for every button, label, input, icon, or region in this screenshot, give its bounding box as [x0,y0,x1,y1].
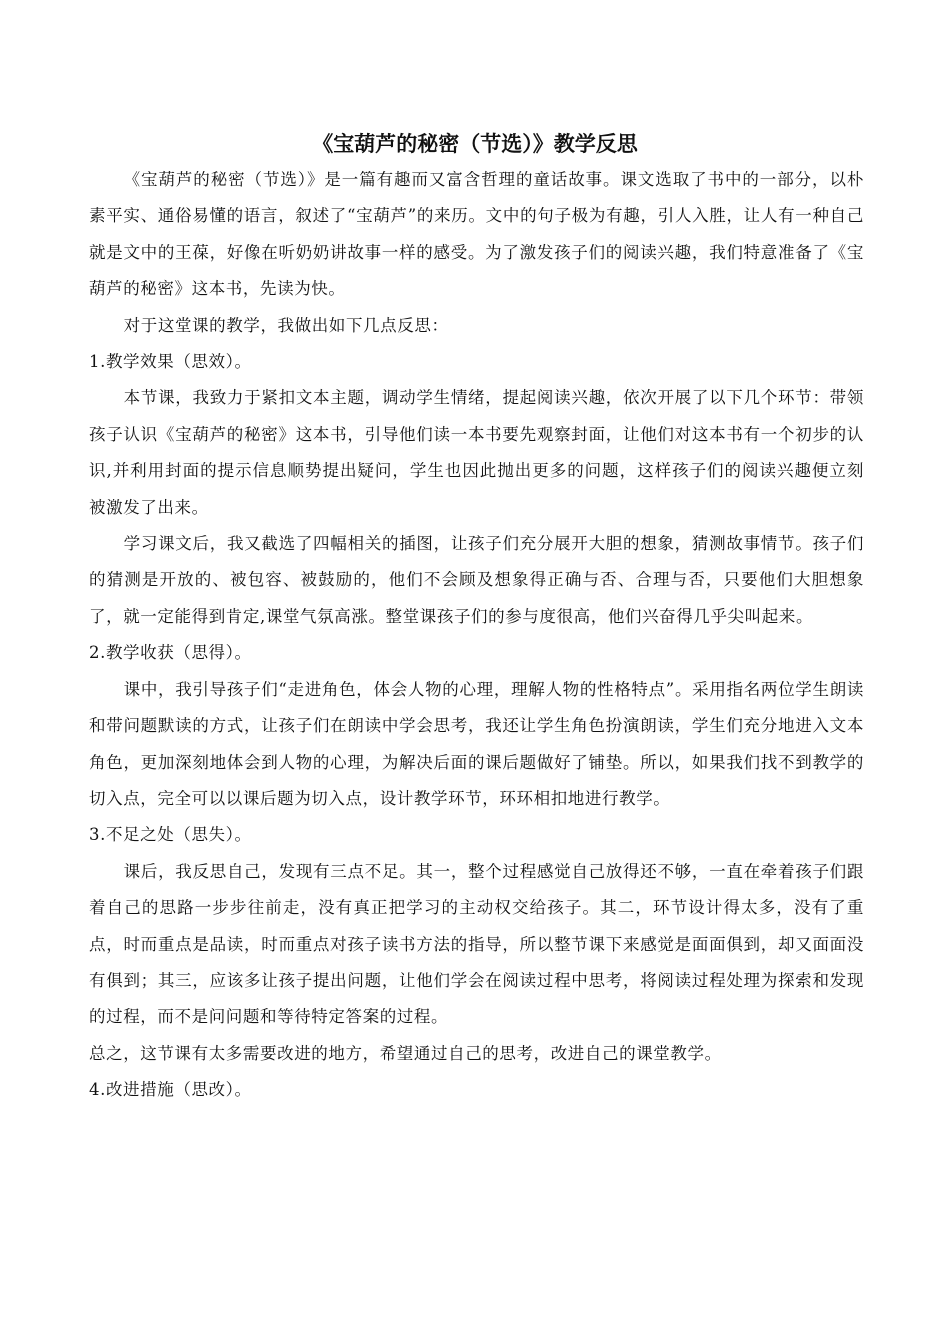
paragraph-effect-2: 学习课文后，我又截选了四幅相关的插图，让孩子们充分展开大胆的想象，猜测故事情节。孩子们的猜测是开放的、被包容、被鼓励的，他们不会顾及想象得正确与否、合理与否，只要他们大胆想象了，就一定能得到肯定,课堂气氛高涨。整堂课孩子们的参与度很高，他们兴奋得几乎尖叫起来。 [89,534,864,626]
paragraph-gain: 课中，我引导孩子们“走进角色，体会人物的心理，理解人物的性格特点”。采用指名两位学生朗读和带问题默读的方式，让孩子们在朗读中学会思考，我还让学生角色扮演朗读，学生们充分地进入文本角色，更加深刻地体会到人物的心理，为解决后面的课后题做好了铺垫。所以，如果我们找不到教学的切入点，完全可以以课后题为切入点，设计教学环节，环环相扣地进行教学。 [89,679,864,808]
paragraph-reflection-lead: 对于这堂课的教学，我做出如下几点反思： [123,315,449,335]
section-heading-improvement: 4.改进措施（思改）。 [89,1080,252,1100]
section-heading-shortcoming: 3.不足之处（思失）。 [89,825,252,845]
section-heading-gain: 2.教学收获（思得）。 [89,643,252,663]
paragraph-effect-1: 本节课，我致力于紧扣文本主题，调动学生情绪，提起阅读兴趣，依次开展了以下几个环节：带领孩子认识《宝葫芦的秘密》这本书，引导他们读一本书要先观察封面，让他们对这本书有一个初步的认识,并利用封面的提示信息顺势提出疑问，学生也因此抛出更多的问题，这样孩子们的阅读兴趣便立刻被激发了出来。 [89,388,864,517]
section-heading-effect: 1.教学效果（思效）。 [89,352,252,372]
document-title: 《宝葫芦的秘密（节选）》教学反思 [312,132,638,156]
paragraph-summary: 总之，这节课有太多需要改进的地方，希望通过自己的思考，改进自己的课堂教学。 [89,1043,722,1063]
paragraph-intro: 《宝葫芦的秘密（节选）》是一篇有趣而又富含哲理的童话故事。课文选取了书中的一部分，以朴素平实、通俗易懂的语言，叙述了“宝葫芦”的来历。文中的句子极为有趣，引人入胜，让人有一种自己就是文中的王葆，好像在听奶奶讲故事一样的感受。为了激发孩子们的阅读兴趣，我们特意准备了《宝葫芦的秘密》这本书，先读为快。 [89,170,864,299]
paragraph-shortcoming: 课后，我反思自己，发现有三点不足。其一，整个过程感觉自己放得还不够，一直在牵着孩子们跟着自己的思路一步步往前走，没有真正把学习的主动权交给孩子。其二，环节设计得太多，没有了重点，时而重点是品读，时而重点对孩子读书方法的指导，所以整节课下来感觉是面面俱到，却又面面没有俱到；其三，应该多让孩子提出问题，让他们学会在阅读过程中思考，将阅读过程处理为探索和发现的过程，而不是问问题和等待特定答案的过程。 [89,861,864,1027]
document-body [89,162,864,1109]
